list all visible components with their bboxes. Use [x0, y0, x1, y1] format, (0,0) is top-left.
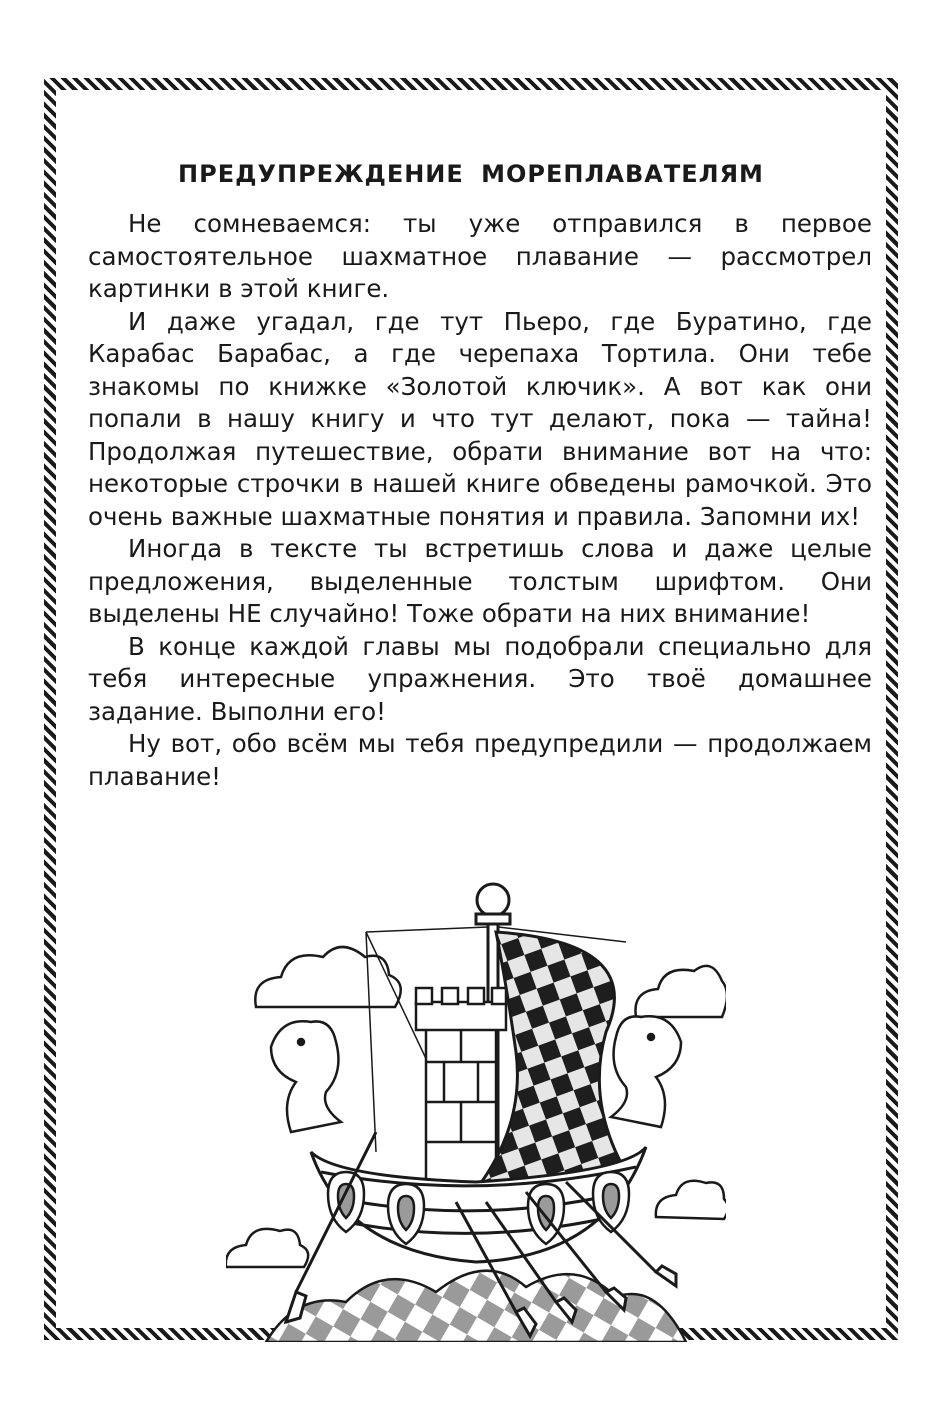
cloud-bottom-left [226, 1229, 308, 1267]
paragraph-4: В конце каждой главы мы подобрали специально для тебя интересные упражнения. Это твоё домашнее задание. Выполни его! [88, 631, 872, 726]
cloud-right [635, 966, 726, 1017]
cloud-left [255, 947, 400, 1007]
checkered-page-border [44, 78, 898, 1340]
knight-head-left [271, 1021, 341, 1132]
rook-tower [416, 988, 506, 1182]
paragraph-1: Не сомневаемся: ты уже отправился в первое самостоятельное шахматное плавание — рассмотрел картинки в этой книге. [88, 209, 872, 303]
paragraph-2: И даже угадал, где тут Пьеро, где Буратино, где Карабас Барабас, а где черепаха Тортила. Они тебе знакомы по книжке «Золотой ключик». А вот как они попали в нашу книгу и что тут делают, пока — тайна! Продолжая путешествие, обрати внимание вот на что: некоторые строчки в нашей книге обведены рамочкой. Это очень важные шахматные понятия и правила. Запомни их! [88, 306, 872, 531]
paragraph-3: Иногда в тексте ты встретишь слова и даже целые предложения, выделенные толстым шрифтом. Они выделены НЕ случайно! Тоже обрати на них внимание! [88, 534, 872, 628]
chess-ship-illustration [226, 872, 726, 1342]
knight-head-right [611, 1016, 681, 1127]
page-title: ПРЕДУПРЕЖДЕНИЕ МОРЕПЛАВАТЕЛЯМ [178, 160, 764, 188]
cloud-bottom-right [656, 1181, 726, 1219]
page-content [68, 102, 874, 1316]
paragraph-5: Ну вот, обо всём мы тебя предупредили — продолжаем плавание! [88, 729, 872, 791]
body-text [88, 208, 872, 793]
